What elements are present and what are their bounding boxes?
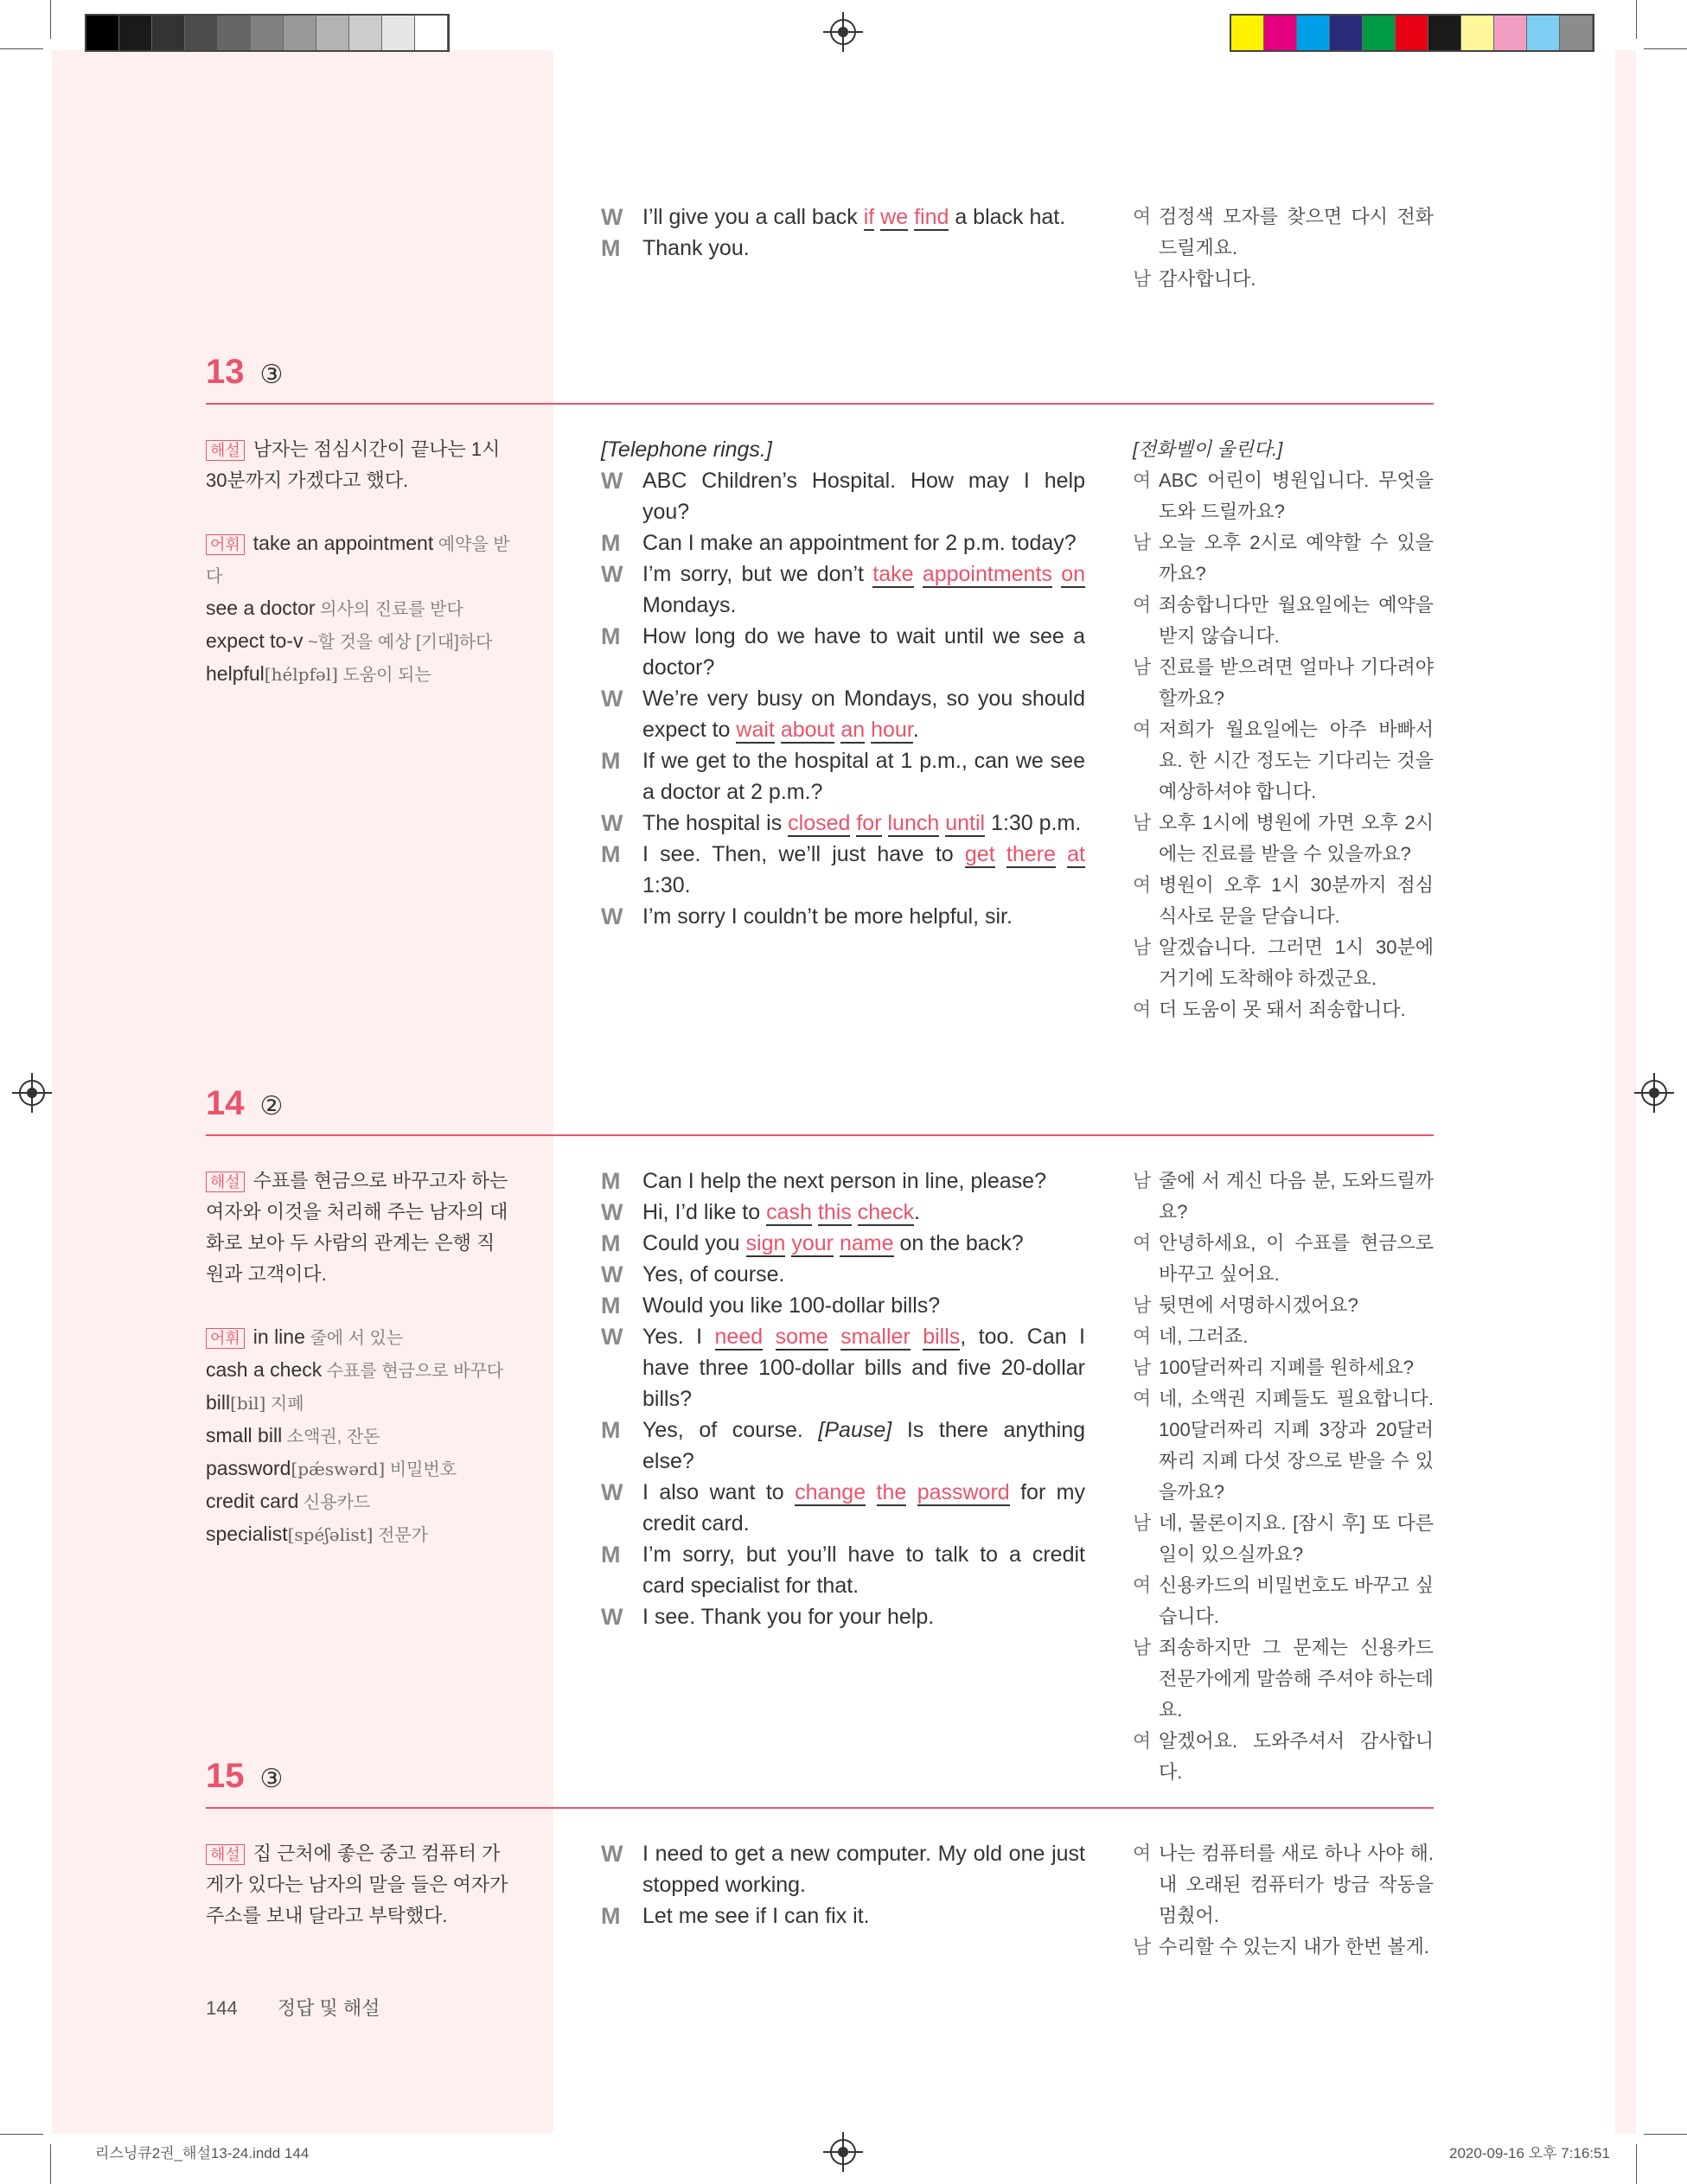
speaker-label: W: [601, 810, 623, 836]
explanation-text: 수표를 현금으로 바꾸고자 하는 여자와 이것을 처리해 주는 남자의 대화로 보아 두 사람의 관계는 은행 직원과 고객이다.: [206, 1170, 508, 1285]
q14-translation: [1133, 1165, 1434, 1788]
blank-answer: there: [1006, 842, 1056, 866]
color-swatch: [119, 16, 152, 50]
vocab-meaning: 예약을 받다: [206, 535, 510, 586]
color-swatch: [1297, 16, 1330, 50]
dialogue-text: Yes, of course.: [642, 1262, 785, 1287]
dialogue-line: [601, 559, 1085, 621]
speaker-label: W: [601, 1479, 623, 1505]
speaker-label: 남: [1133, 656, 1152, 678]
blank-answer: password: [917, 1480, 1010, 1504]
color-swatch: [1363, 16, 1396, 50]
translation-text: 죄송합니다만 월요일에는 예약을 받지 않습니다.: [1159, 594, 1434, 647]
explanation-tag: 해설: [206, 1172, 245, 1192]
vocab-item: [206, 658, 510, 691]
vocab-meaning: 신용카드: [298, 1493, 371, 1512]
blank-answer: the: [876, 1480, 907, 1504]
blank-answer: about: [780, 718, 835, 742]
translation-text: 병원이 오후 1시 30분까지 점심 식사로 문을 닫습니다.: [1159, 874, 1434, 927]
crop-mark: [0, 2134, 43, 2135]
color-swatch: [1231, 16, 1264, 50]
answer-mark: ②: [259, 1092, 284, 1121]
dialogue-text: We’re very busy on Mondays, so you should expect to wait about an hour.: [642, 686, 1085, 742]
translation-text: 오후 1시에 병원에 가면 오후 2시에는 진료를 받을 수 있을까요?: [1159, 812, 1434, 865]
vocab-meaning: 지폐: [265, 1395, 304, 1414]
color-swatch: [218, 16, 251, 50]
speaker-label: M: [601, 1542, 621, 1568]
stage-direction: [Telephone rings.]: [601, 437, 772, 462]
vocab-word: see a doctor: [206, 597, 316, 619]
color-swatch: [86, 16, 119, 50]
blank-answer: if: [863, 205, 875, 229]
color-swatch: [1264, 16, 1297, 50]
translation-text: 진료를 받으려면 얼마나 기다려야 할까요?: [1159, 656, 1434, 709]
translation-text: 알겠어요. 도와주셔서 감사합니다.: [1159, 1730, 1434, 1783]
color-swatch: [251, 16, 284, 50]
dialogue-line: [601, 745, 1085, 808]
q13-header: [206, 353, 283, 392]
translation-text: ABC 어린이 병원입니다. 무엇을 도와 드릴까요?: [1159, 469, 1434, 522]
dialogue-text: ABC Children’s Hospital. How may I help you?: [642, 469, 1085, 524]
crop-mark: [50, 0, 51, 39]
vocab-word: cash a check: [206, 1358, 323, 1381]
explanation-tag: 해설: [206, 1844, 245, 1865]
blank-answer: change: [795, 1480, 866, 1504]
translation-line: [1133, 264, 1434, 295]
blank-answer: smaller: [840, 1325, 911, 1349]
speaker-label: 남: [1133, 1512, 1152, 1534]
dialogue-text: Yes. I need some smaller bills, too. Can I have three 100-dollar bills and five 20-dollar bills?: [642, 1325, 1085, 1411]
color-swatch: [152, 16, 185, 50]
translation-line: [1133, 714, 1434, 808]
crop-mark: [50, 2144, 51, 2184]
translation-text: 나는 컴퓨터를 새로 하나 사야 해. 내 오래된 컴퓨터가 방금 작동을 멈췄어.: [1159, 1842, 1434, 1926]
translation-line: [1133, 1726, 1434, 1788]
vocab-word: take an appointment: [252, 532, 434, 554]
speaker-label: W: [601, 1261, 623, 1287]
speaker-label: M: [601, 530, 621, 556]
vocab-word: expect to-v: [206, 629, 304, 652]
color-swatch: [1461, 16, 1494, 50]
dialogue-line: [601, 1197, 1085, 1228]
speaker-label: 여: [1133, 1842, 1152, 1864]
crop-mark: [1636, 2144, 1637, 2184]
dialogue-line: [601, 1838, 1085, 1900]
vocab-word: credit card: [206, 1490, 299, 1512]
translation-line: [1133, 1290, 1434, 1321]
translation-line: [1133, 1165, 1434, 1228]
speaker-label: 여: [1133, 1325, 1152, 1347]
gray-color-bar: [85, 14, 450, 52]
dialogue-text: Thank you.: [642, 236, 750, 260]
translation-line: [1133, 1838, 1434, 1932]
color-swatch: [1494, 16, 1527, 50]
translation-line: [1133, 1632, 1434, 1726]
dialogue-line: [601, 1228, 1085, 1259]
speaker-label: 남: [1133, 812, 1152, 833]
translation-text: 감사합니다.: [1159, 268, 1256, 290]
dialogue-line: [601, 1477, 1085, 1539]
color-swatch: [415, 16, 448, 50]
vocab-meaning: 줄에 서 있는: [304, 1329, 404, 1348]
dialogue-line: [601, 527, 1085, 559]
translation-text: 죄송하지만 그 문제는 신용카드 전문가에게 말씀해 주셔야 하는데요.: [1159, 1637, 1434, 1721]
vocab-item: [206, 1518, 510, 1551]
translation-text: 수리할 수 있는지 내가 한번 볼게.: [1159, 1936, 1429, 1957]
q13-translation-block: [1133, 434, 1434, 1025]
blank-answer: appointments: [922, 562, 1052, 586]
blank-answer: hour: [871, 718, 913, 742]
vocab-pronunciation: [spéʃəlist]: [287, 1524, 374, 1545]
speaker-label: 여: [1133, 1388, 1152, 1409]
translation-line: [1133, 1508, 1434, 1570]
speaker-label: W: [601, 904, 623, 929]
process-color-bar: [1230, 14, 1594, 52]
registration-mark-icon: [830, 19, 856, 45]
question-number: 13: [206, 353, 245, 391]
dialogue-line: [601, 1414, 1085, 1477]
translation-line: [1133, 1352, 1434, 1383]
translation-text: 줄에 서 계신 다음 분, 도와드릴까요?: [1159, 1170, 1434, 1223]
dialogue-line: [601, 1321, 1085, 1414]
blank-answer: find: [914, 205, 949, 229]
translation-text: 네, 소액권 지폐들도 필요합니다. 100달러짜리 지폐 3장과 20달러짜리 지폐 다섯 장으로 받을 수 있을까요?: [1159, 1388, 1434, 1503]
translation-line: [1133, 1570, 1434, 1632]
q13-dialogue-block: [601, 434, 1085, 932]
translation-line: [1133, 465, 1434, 527]
q14-header: [206, 1084, 283, 1123]
speaker-label: 여: [1133, 999, 1152, 1020]
crop-mark: [1644, 48, 1687, 49]
translation-text: 신용카드의 비밀번호도 바꾸고 싶습니다.: [1159, 1574, 1434, 1627]
vocab-item: [206, 527, 510, 592]
blank-answer: need: [714, 1325, 764, 1349]
dialogue-text: Would you like 100-dollar bills?: [642, 1293, 941, 1318]
answer-mark: ③: [259, 361, 284, 389]
dialogue-text: How long do we have to wait until we see a doctor?: [642, 624, 1085, 680]
dialogue-text: I also want to change the password for my credit card.: [642, 1480, 1085, 1536]
vocab-meaning: 비밀번호: [385, 1460, 457, 1479]
speaker-label: 남: [1133, 1170, 1152, 1191]
section-title: 정답 및 해설: [277, 1997, 380, 2019]
right-edge-panel: [1615, 50, 1636, 2134]
vocab-meaning: ~할 것을 예상 [기대]하다: [303, 633, 493, 652]
translation-line: [1133, 652, 1434, 714]
slug-timestamp: 2020-09-16 오후 7:16:51: [1449, 2145, 1610, 2162]
blank-answer: an: [840, 718, 866, 742]
dialogue-line: [601, 1290, 1085, 1321]
speaker-label: W: [601, 1841, 623, 1867]
speaker-label: W: [601, 1199, 623, 1225]
translation-line: [1133, 590, 1434, 652]
speaker-label: W: [601, 686, 623, 712]
speaker-label: M: [601, 623, 621, 649]
q13-dialogue: [601, 465, 1085, 932]
explanation-text: 남자는 점심시간이 끝나는 1시 30분까지 가겠다고 했다.: [206, 438, 501, 491]
dialogue-text: I’m sorry, but we don’t take appointments on Mondays.: [642, 562, 1086, 617]
registration-mark-icon: [19, 1080, 45, 1106]
registration-mark-icon: [1641, 1080, 1667, 1106]
page-footer: [206, 1994, 414, 2021]
dialogue-line: [601, 808, 1085, 839]
color-swatch: [185, 16, 218, 50]
registration-mark-icon: [830, 2139, 856, 2165]
translation-line: [1133, 932, 1434, 994]
translation-line: [1133, 527, 1434, 590]
speaker-label: M: [601, 1417, 621, 1443]
speaker-label: 여: [1133, 1232, 1152, 1254]
vocab-tag: 어휘: [206, 534, 245, 555]
translation-text: 네, 물론이지요. [잠시 후] 또 다른 일이 있으실까요?: [1159, 1512, 1434, 1565]
dialogue-text: Could you sign your name on the back?: [642, 1231, 1024, 1255]
translation-line: [1133, 1228, 1434, 1290]
speaker-label: 여: [1133, 469, 1152, 491]
speaker-label: 남: [1133, 532, 1152, 553]
speaker-label: 남: [1133, 936, 1152, 958]
blank-answer: take: [872, 562, 914, 586]
vocab-meaning: 도움이 되는: [337, 666, 431, 685]
color-swatch: [316, 16, 349, 50]
blank-answer: we: [880, 205, 909, 229]
speaker-label: W: [601, 1324, 623, 1350]
dialogue-text: Let me see if I can fix it.: [642, 1904, 870, 1928]
vocab-meaning: 전문가: [373, 1526, 429, 1545]
q14-vocab-list: [206, 1321, 510, 1551]
crop-mark: [1636, 0, 1637, 39]
vocab-item: [206, 1485, 510, 1518]
color-swatch: [1527, 16, 1560, 50]
blank-answer: bills: [923, 1325, 961, 1349]
speaker-label: 남: [1133, 1637, 1152, 1658]
dialogue-text: Hi, I’d like to cash this check.: [642, 1200, 920, 1224]
section-divider: [206, 1807, 1434, 1809]
left-column-panel: [52, 50, 553, 2134]
q14-dialogue: [601, 1165, 1085, 1632]
color-swatch: [1428, 16, 1461, 50]
color-swatch: [1560, 16, 1593, 50]
section-divider: [206, 403, 1434, 405]
translation-text: 안녕하세요, 이 수표를 현금으로 바꾸고 싶어요.: [1159, 1232, 1434, 1285]
dialogue-line: [601, 1539, 1085, 1601]
translation-line: [1133, 1932, 1434, 1963]
blank-answer: lunch: [887, 811, 940, 835]
color-swatch: [382, 16, 415, 50]
q13-explanation: [206, 434, 510, 691]
blank-answer: name: [839, 1231, 894, 1255]
dialogue-line: [601, 901, 1085, 932]
speaker-label: W: [601, 204, 623, 230]
translation-text: 검정색 모자를 찾으면 다시 전화 드릴게요.: [1159, 206, 1434, 259]
translation-line: [1133, 1383, 1434, 1508]
vocab-item: [206, 1321, 510, 1354]
vocab-meaning: 수표를 현금으로 바꾸다: [322, 1362, 504, 1381]
q15-explanation: [206, 1838, 510, 1932]
dialogue-line: [601, 233, 1085, 264]
vocab-pronunciation: [bil]: [230, 1393, 266, 1414]
section-divider: [206, 1134, 1434, 1136]
speaker-label: M: [601, 1168, 621, 1194]
q15-header: [206, 1757, 283, 1796]
speaker-label: 여: [1133, 206, 1152, 227]
blank-answer: at: [1067, 842, 1085, 866]
q13-translation: [1133, 465, 1434, 1025]
vocab-pronunciation: [pǽswərd]: [291, 1459, 386, 1479]
speaker-label: 여: [1133, 594, 1152, 616]
vocab-item: [206, 625, 510, 658]
dialogue-text: I need to get a new computer. My old one just stopped working.: [642, 1842, 1085, 1897]
vocab-word: bill: [206, 1391, 231, 1414]
blank-answer: on: [1061, 562, 1086, 586]
blank-answer: your: [791, 1231, 834, 1255]
dialogue-text: Can I help the next person in line, please?: [642, 1169, 1046, 1193]
speaker-label: M: [601, 841, 621, 867]
translation-text: 오늘 오후 2시로 예약할 수 있을까요?: [1159, 532, 1434, 584]
translation-line: [1133, 1321, 1434, 1352]
vocab-word: small bill: [206, 1424, 283, 1446]
explanation-text: 집 근처에 좋은 중고 컴퓨터 가게가 있다는 남자의 말을 들은 여자가 주소를 보내 달라고 부탁했다.: [206, 1842, 508, 1926]
dialogue-line: [601, 839, 1085, 901]
dialogue-text: Can I make an appointment for 2 p.m. today?: [642, 531, 1077, 555]
speaker-label: 여: [1133, 1574, 1152, 1596]
dialogue-text: I’ll give you a call back if we find a black hat.: [642, 205, 1066, 229]
blank-answer: get: [964, 842, 995, 866]
color-swatch: [284, 16, 316, 50]
color-swatch: [1330, 16, 1363, 50]
color-swatch: [349, 16, 382, 50]
stage-direction: [Pause]: [818, 1418, 892, 1442]
q12-translation: [1133, 201, 1434, 295]
explanation-tag: 해설: [206, 440, 245, 461]
blank-answer: this: [817, 1200, 852, 1224]
dialogue-text: I’m sorry, but you’ll have to talk to a credit card specialist for that.: [642, 1542, 1085, 1598]
vocab-tag: 어휘: [206, 1328, 245, 1349]
blank-answer: until: [945, 811, 986, 835]
q15-translation: [1133, 1838, 1434, 1963]
vocab-item: [206, 1420, 510, 1453]
blank-answer: sign: [745, 1231, 786, 1255]
speaker-label: 여: [1133, 1730, 1152, 1752]
translation-text: 저희가 월요일에는 아주 바빠서요. 한 시간 정도는 기다리는 것을 예상하셔야 합니다.: [1159, 718, 1434, 802]
stage-direction-korean: [전화벨이 울린다.]: [1133, 438, 1283, 460]
translation-line: [1133, 994, 1434, 1025]
answer-mark: ③: [259, 1765, 284, 1793]
vocab-item: [206, 1354, 510, 1387]
translation-text: 뒷면에 서명하시겠어요?: [1159, 1294, 1358, 1316]
vocab-meaning: 소액권, 잔돈: [282, 1427, 380, 1446]
q12-dialogue: [601, 201, 1085, 264]
vocab-word: password: [206, 1457, 291, 1479]
dialogue-text: I’m sorry I couldn’t be more helpful, sir.: [642, 904, 1013, 929]
blank-answer: check: [857, 1200, 915, 1224]
dialogue-text: I see. Thank you for your help.: [642, 1605, 935, 1629]
speaker-label: 남: [1133, 268, 1152, 290]
q14-explanation: [206, 1165, 510, 1551]
dialogue-line: [601, 1259, 1085, 1290]
vocab-item: [206, 592, 510, 625]
speaker-label: 남: [1133, 1357, 1152, 1378]
q15-dialogue: [601, 1838, 1085, 1932]
dialogue-text: If we get to the hospital at 1 p.m., can we see a doctor at 2 p.m.?: [642, 749, 1085, 804]
dialogue-line: [601, 621, 1085, 683]
speaker-label: 여: [1133, 718, 1152, 740]
q13-vocab-list: [206, 527, 510, 691]
translation-text: 네, 그러죠.: [1159, 1325, 1249, 1347]
question-number: 15: [206, 1757, 245, 1795]
question-number: 14: [206, 1084, 245, 1122]
speaker-label: W: [601, 1604, 623, 1630]
speaker-label: M: [601, 235, 621, 261]
dialogue-line: [601, 1900, 1085, 1932]
speaker-label: M: [601, 1230, 621, 1256]
crop-mark: [1644, 2134, 1687, 2135]
speaker-label: M: [601, 1903, 621, 1929]
vocab-item: [206, 1387, 510, 1420]
crop-mark: [0, 48, 43, 49]
translation-line: [1133, 808, 1434, 870]
translation-text: 알겠습니다. 그러면 1시 30분에 거기에 도착해야 하겠군요.: [1159, 936, 1434, 989]
slug-filename: 리스닝큐2권_해설13-24.indd 144: [95, 2145, 310, 2162]
blank-answer: some: [775, 1325, 828, 1349]
vocab-pronunciation: [hélpfəl]: [264, 664, 338, 685]
vocab-word: specialist: [206, 1523, 288, 1545]
translation-line: [1133, 201, 1434, 264]
translation-line: [1133, 870, 1434, 932]
vocab-word: helpful: [206, 662, 265, 685]
translation-text: 100달러짜리 지폐를 원하세요?: [1159, 1357, 1414, 1378]
dialogue-text: The hospital is closed for lunch until 1:30 p.m.: [642, 811, 1082, 835]
speaker-label: W: [601, 561, 623, 587]
page-number: 144: [206, 1997, 238, 2019]
translation-text: 더 도움이 못 돼서 죄송합니다.: [1159, 999, 1406, 1020]
speaker-label: 남: [1133, 1294, 1152, 1316]
dialogue-line: [601, 1601, 1085, 1632]
vocab-item: [206, 1453, 510, 1485]
dialogue-line: [601, 201, 1085, 233]
speaker-label: M: [601, 748, 621, 774]
dialogue-line: [601, 465, 1085, 527]
speaker-label: W: [601, 468, 623, 494]
dialogue-line: [601, 683, 1085, 745]
speaker-label: 여: [1133, 874, 1152, 896]
blank-answer: for: [856, 811, 882, 835]
dialogue-text: I see. Then, we’ll just have to get there at 1:30.: [642, 842, 1085, 897]
dialogue-text: Yes, of course. [Pause] Is there anything else?: [642, 1418, 1085, 1473]
speaker-label: 남: [1133, 1936, 1152, 1957]
speaker-label: M: [601, 1293, 621, 1319]
blank-answer: wait: [736, 718, 775, 742]
dialogue-line: [601, 1165, 1085, 1197]
blank-answer: cash: [766, 1200, 812, 1224]
vocab-meaning: 의사의 진료를 받다: [315, 600, 463, 619]
blank-answer: closed: [788, 811, 851, 835]
vocab-word: in line: [252, 1325, 305, 1348]
color-swatch: [1396, 16, 1428, 50]
